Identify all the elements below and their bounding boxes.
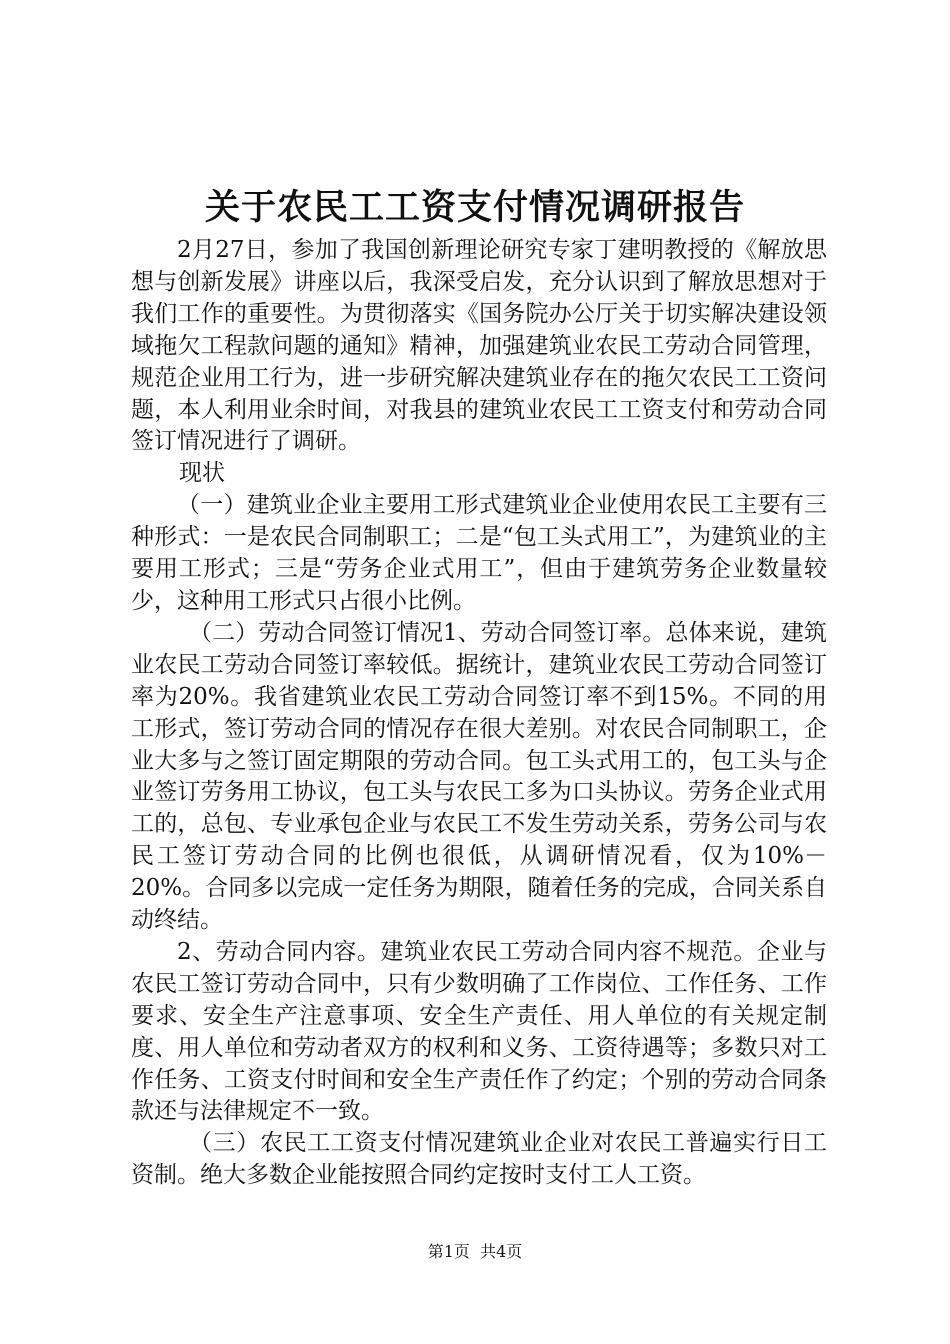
paragraph-employment-forms: （一）建筑业企业主要用工形式建筑业企业使用农民工主要有三种形式：一是农民合同制职工；二是“包工头式用工”，为建筑业的主要用工形式；三是“劳务企业式用工”，但由于建筑劳务企业数量较少，这种用工形式只占很小比例。 [131, 492, 827, 614]
paragraph-wage-payment: （三）农民工工资支付情况建筑业企业对农民工普遍实行日工资制。绝大多数企业能按照合同约定按时支付工人工资。 [131, 1130, 827, 1189]
page-number: 第1页 [427, 1242, 470, 1261]
page-total: 共4页 [480, 1242, 523, 1261]
document-body [131, 235, 827, 1192]
paragraph-contract-signing: （二）劳动合同签订情况1、劳动合同签订率。总体来说，建筑业农民工劳动合同签订率较低。据统计，建筑业农民工劳动合同签订率为20%。我省建筑业农民工劳动合同签订率不到15%。不同的用工形式，签订劳动合同的情况存在很大差别。对农民合同制职工，企业大多与之签订固定期限的劳动合同。包工头式用工的，包工头与企业签订劳务用工协议，包工头与农民工多为口头协议。劳务企业式用工的，总包、专业承包企业与农民工不发生劳动关系，劳务公司与农民工签订劳动合同的比例也很低，从调研情况看，仅为10%－20%。合同多以完成一定任务为期限，随着任务的完成，合同关系自动终结。 [131, 619, 827, 934]
section-heading-status: 现状 [179, 460, 225, 487]
document-title: 关于农民工工资支付情况调研报告 [204, 187, 745, 228]
page-footer [0, 1241, 950, 1263]
paragraph-intro: 2月27日，参加了我国创新理论研究专家丁建明教授的《解放思想与创新发展》讲座以后，我深受启发，充分认识到了解放思想对于我们工作的重要性。为贯彻落实《国务院办公厅关于切实解决建设领域拖欠工程款问题的通知》精神，加强建筑业农民工劳动合同管理，规范企业用工行为，进一步研究解决建筑业存在的拖欠农民工工资问题，本人利用业余时间，对我县的建筑业农民工工资支付和劳动合同签订情况进行了调研。 [131, 237, 827, 455]
paragraph-contract-content: 2、劳动合同内容。建筑业农民工劳动合同内容不规范。企业与农民工签订劳动合同中，只有少数明确了工作岗位、工作任务、工作要求、安全生产注意事项、安全生产责任、用人单位的有关规定制度、用人单位和劳动者双方的权利和义务、工资待遇等；多数只对工作任务、工资支付时间和安全生产责任作了约定；个别的劳动合同条款还与法律规定不一致。 [131, 938, 827, 1125]
